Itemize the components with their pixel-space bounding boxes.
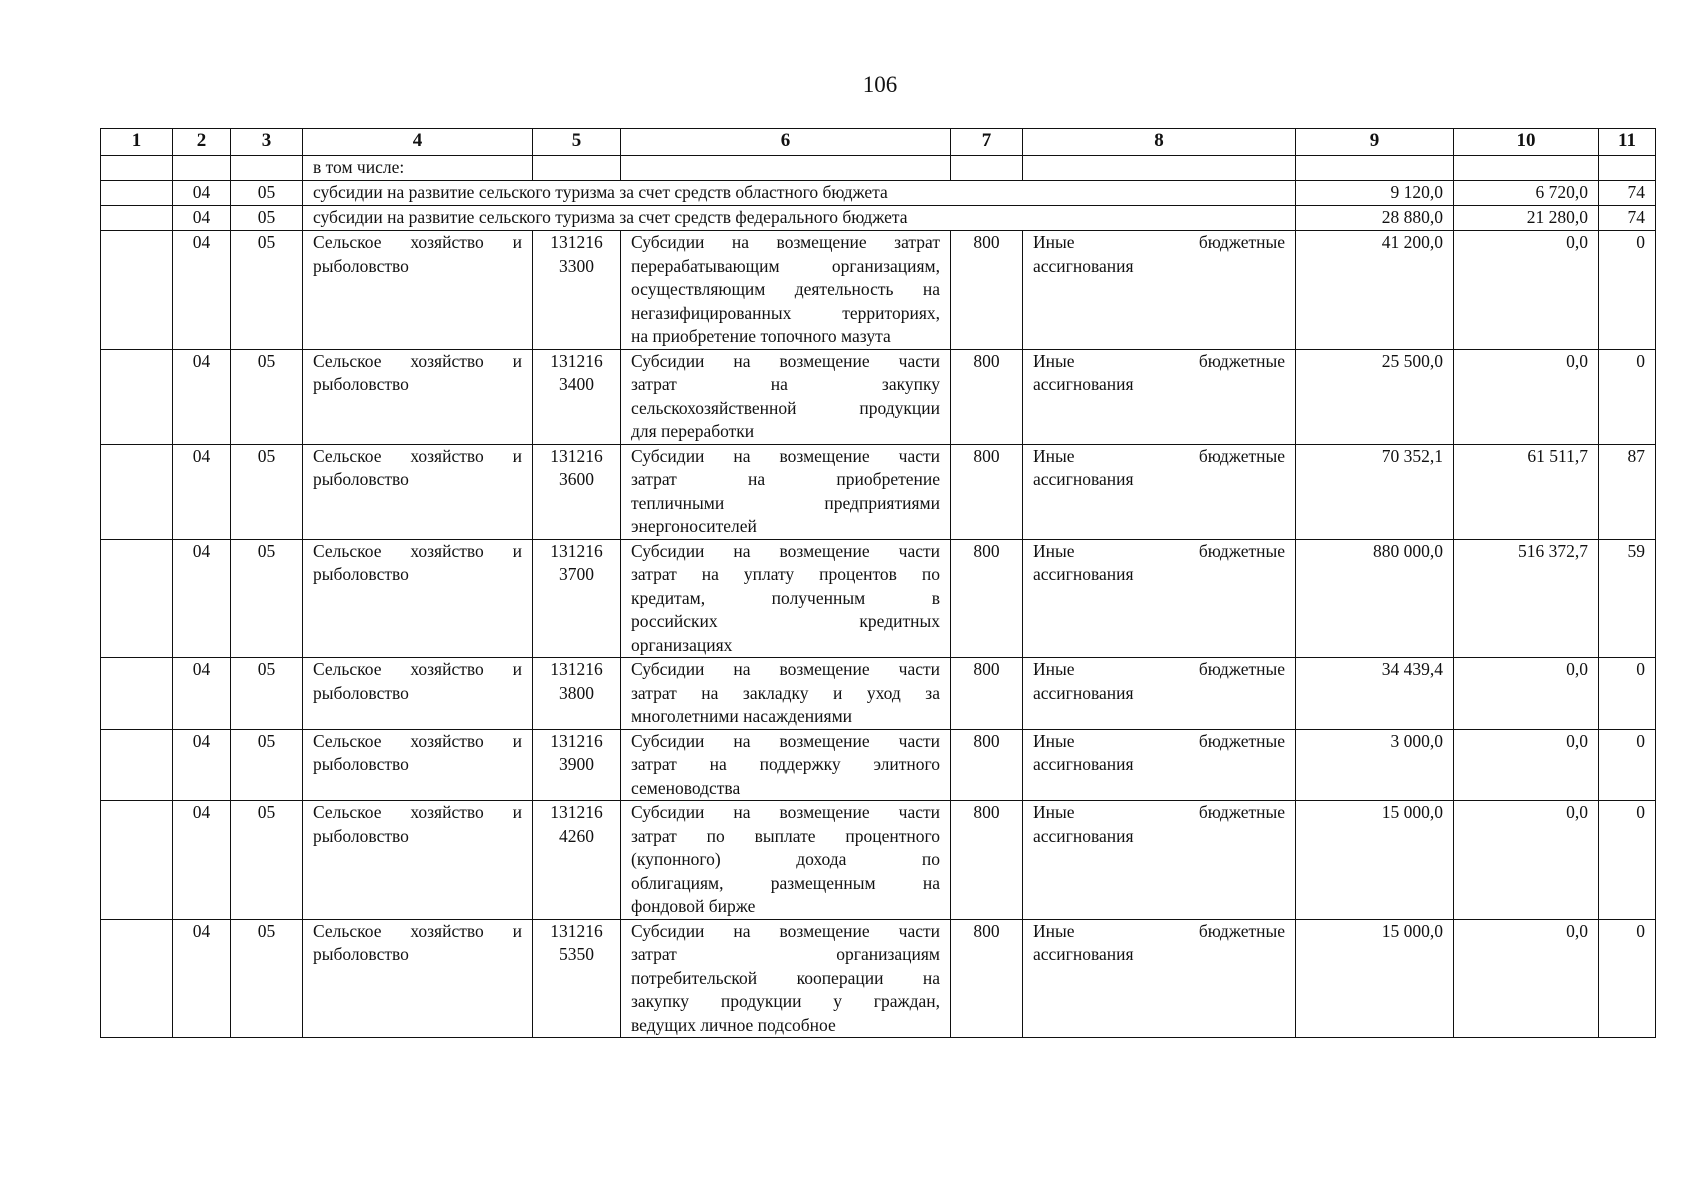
execution-percent: 59 <box>1599 539 1656 658</box>
section-code: 04 <box>173 729 231 801</box>
subsection-code: 05 <box>231 539 303 658</box>
subsection-code: 05 <box>231 181 303 206</box>
subsection-code: 05 <box>231 729 303 801</box>
budget-table <box>100 128 1656 1038</box>
target-article-code: 131216 3600 <box>533 444 621 539</box>
target-article-code: 131216 3800 <box>533 658 621 730</box>
expense-description: Субсидии на возмещение затрат перерабатывающим организациям, осуществляющим деятельность на негазифицированных территориях, на приобретение топочного мазута <box>621 231 951 350</box>
expense-type-code: 800 <box>951 658 1023 730</box>
section-name: Сельское хозяйство и рыболовство <box>303 658 533 730</box>
expense-description: Субсидии на возмещение части затрат на закупку сельскохозяйственной продукции для переработки <box>621 349 951 444</box>
section-name: Сельское хозяйство и рыболовство <box>303 444 533 539</box>
section-code: 04 <box>173 539 231 658</box>
expense-type-name: Иные бюджетные ассигнования <box>1023 539 1296 658</box>
execution-percent: 74 <box>1599 206 1656 231</box>
expense-type-name: Иные бюджетные ассигнования <box>1023 658 1296 730</box>
amount-planned: 41 200,0 <box>1296 231 1454 350</box>
table-row <box>101 729 1656 801</box>
column-header: 6 <box>621 129 951 156</box>
including-row <box>101 156 1656 181</box>
column-header: 11 <box>1599 129 1656 156</box>
expense-type-code: 800 <box>951 919 1023 1038</box>
amount-executed: 0,0 <box>1454 349 1599 444</box>
expense-type-code: 800 <box>951 349 1023 444</box>
summary-text: субсидии на развитие сельского туризма за счет средств областного бюджета <box>303 181 1296 206</box>
column-header: 9 <box>1296 129 1454 156</box>
amount-planned: 70 352,1 <box>1296 444 1454 539</box>
amount-executed: 0,0 <box>1454 729 1599 801</box>
summary-row <box>101 206 1656 231</box>
subsection-code: 05 <box>231 658 303 730</box>
including-label: в том числе: <box>303 156 533 181</box>
expense-description: Субсидии на возмещение части затрат на закладку и уход за многолетними насаждениями <box>621 658 951 730</box>
amount-planned: 15 000,0 <box>1296 801 1454 920</box>
section-name: Сельское хозяйство и рыболовство <box>303 539 533 658</box>
page-number: 106 <box>862 72 898 97</box>
execution-percent: 0 <box>1599 349 1656 444</box>
amount-planned: 34 439,4 <box>1296 658 1454 730</box>
amount-executed: 6 720,0 <box>1454 181 1599 206</box>
table-row <box>101 349 1656 444</box>
expense-type-code: 800 <box>951 729 1023 801</box>
section-name: Сельское хозяйство и рыболовство <box>303 801 533 920</box>
amount-executed: 21 280,0 <box>1454 206 1599 231</box>
section-code: 04 <box>173 658 231 730</box>
column-header: 5 <box>533 129 621 156</box>
execution-percent: 0 <box>1599 919 1656 1038</box>
expense-type-name: Иные бюджетные ассигнования <box>1023 729 1296 801</box>
section-code: 04 <box>173 206 231 231</box>
table-row <box>101 444 1656 539</box>
execution-percent: 74 <box>1599 181 1656 206</box>
expense-type-name: Иные бюджетные ассигнования <box>1023 231 1296 350</box>
execution-percent: 0 <box>1599 729 1656 801</box>
amount-planned: 9 120,0 <box>1296 181 1454 206</box>
subsection-code: 05 <box>231 206 303 231</box>
table-row <box>101 539 1656 658</box>
table-row <box>101 658 1656 730</box>
expense-type-code: 800 <box>951 444 1023 539</box>
expense-type-name: Иные бюджетные ассигнования <box>1023 801 1296 920</box>
expense-description: Субсидии на возмещение части затрат организациям потребительской кооперации на закупку продукции у граждан, ведущих личное подсобное <box>621 919 951 1038</box>
section-code: 04 <box>173 919 231 1038</box>
expense-description: Субсидии на возмещение части затрат на поддержку элитного семеноводства <box>621 729 951 801</box>
target-article-code: 131216 3700 <box>533 539 621 658</box>
amount-executed: 0,0 <box>1454 231 1599 350</box>
expense-description: Субсидии на возмещение части затрат на уплату процентов по кредитам, полученным в российских кредитных организациях <box>621 539 951 658</box>
subsection-code: 05 <box>231 444 303 539</box>
execution-percent: 0 <box>1599 231 1656 350</box>
column-header: 2 <box>173 129 231 156</box>
subsection-code: 05 <box>231 349 303 444</box>
amount-executed: 0,0 <box>1454 658 1599 730</box>
amount-executed: 516 372,7 <box>1454 539 1599 658</box>
column-header: 8 <box>1023 129 1296 156</box>
column-header: 3 <box>231 129 303 156</box>
expense-type-name: Иные бюджетные ассигнования <box>1023 349 1296 444</box>
expense-type-name: Иные бюджетные ассигнования <box>1023 919 1296 1038</box>
expense-description: Субсидии на возмещение части затрат на приобретение тепличными предприятиями энергоносителей <box>621 444 951 539</box>
target-article-code: 131216 3300 <box>533 231 621 350</box>
execution-percent: 0 <box>1599 801 1656 920</box>
expense-type-code: 800 <box>951 231 1023 350</box>
section-code: 04 <box>173 231 231 350</box>
column-header: 7 <box>951 129 1023 156</box>
section-name: Сельское хозяйство и рыболовство <box>303 919 533 1038</box>
execution-percent: 87 <box>1599 444 1656 539</box>
column-header: 1 <box>101 129 173 156</box>
table-row <box>101 231 1656 350</box>
execution-percent: 0 <box>1599 658 1656 730</box>
column-header: 10 <box>1454 129 1599 156</box>
amount-executed: 0,0 <box>1454 919 1599 1038</box>
target-article-code: 131216 4260 <box>533 801 621 920</box>
expense-type-name: Иные бюджетные ассигнования <box>1023 444 1296 539</box>
expense-description: Субсидии на возмещение части затрат по выплате процентного (купонного) дохода по облигациям, размещенным на фондовой бирже <box>621 801 951 920</box>
section-code: 04 <box>173 444 231 539</box>
header-row <box>101 129 1656 156</box>
amount-executed: 0,0 <box>1454 801 1599 920</box>
amount-planned: 880 000,0 <box>1296 539 1454 658</box>
amount-planned: 25 500,0 <box>1296 349 1454 444</box>
amount-executed: 61 511,7 <box>1454 444 1599 539</box>
expense-type-code: 800 <box>951 801 1023 920</box>
summary-text: субсидии на развитие сельского туризма за счет средств федерального бюджета <box>303 206 1296 231</box>
subsection-code: 05 <box>231 801 303 920</box>
table-row <box>101 919 1656 1038</box>
subsection-code: 05 <box>231 919 303 1038</box>
section-name: Сельское хозяйство и рыболовство <box>303 729 533 801</box>
section-name: Сельское хозяйство и рыболовство <box>303 349 533 444</box>
amount-planned: 28 880,0 <box>1296 206 1454 231</box>
target-article-code: 131216 3400 <box>533 349 621 444</box>
subsection-code: 05 <box>231 231 303 350</box>
section-code: 04 <box>173 801 231 920</box>
column-header: 4 <box>303 129 533 156</box>
target-article-code: 131216 3900 <box>533 729 621 801</box>
section-name: Сельское хозяйство и рыболовство <box>303 231 533 350</box>
section-code: 04 <box>173 349 231 444</box>
expense-type-code: 800 <box>951 539 1023 658</box>
section-code: 04 <box>173 181 231 206</box>
summary-row <box>101 181 1656 206</box>
amount-planned: 3 000,0 <box>1296 729 1454 801</box>
target-article-code: 131216 5350 <box>533 919 621 1038</box>
amount-planned: 15 000,0 <box>1296 919 1454 1038</box>
table-row <box>101 801 1656 920</box>
